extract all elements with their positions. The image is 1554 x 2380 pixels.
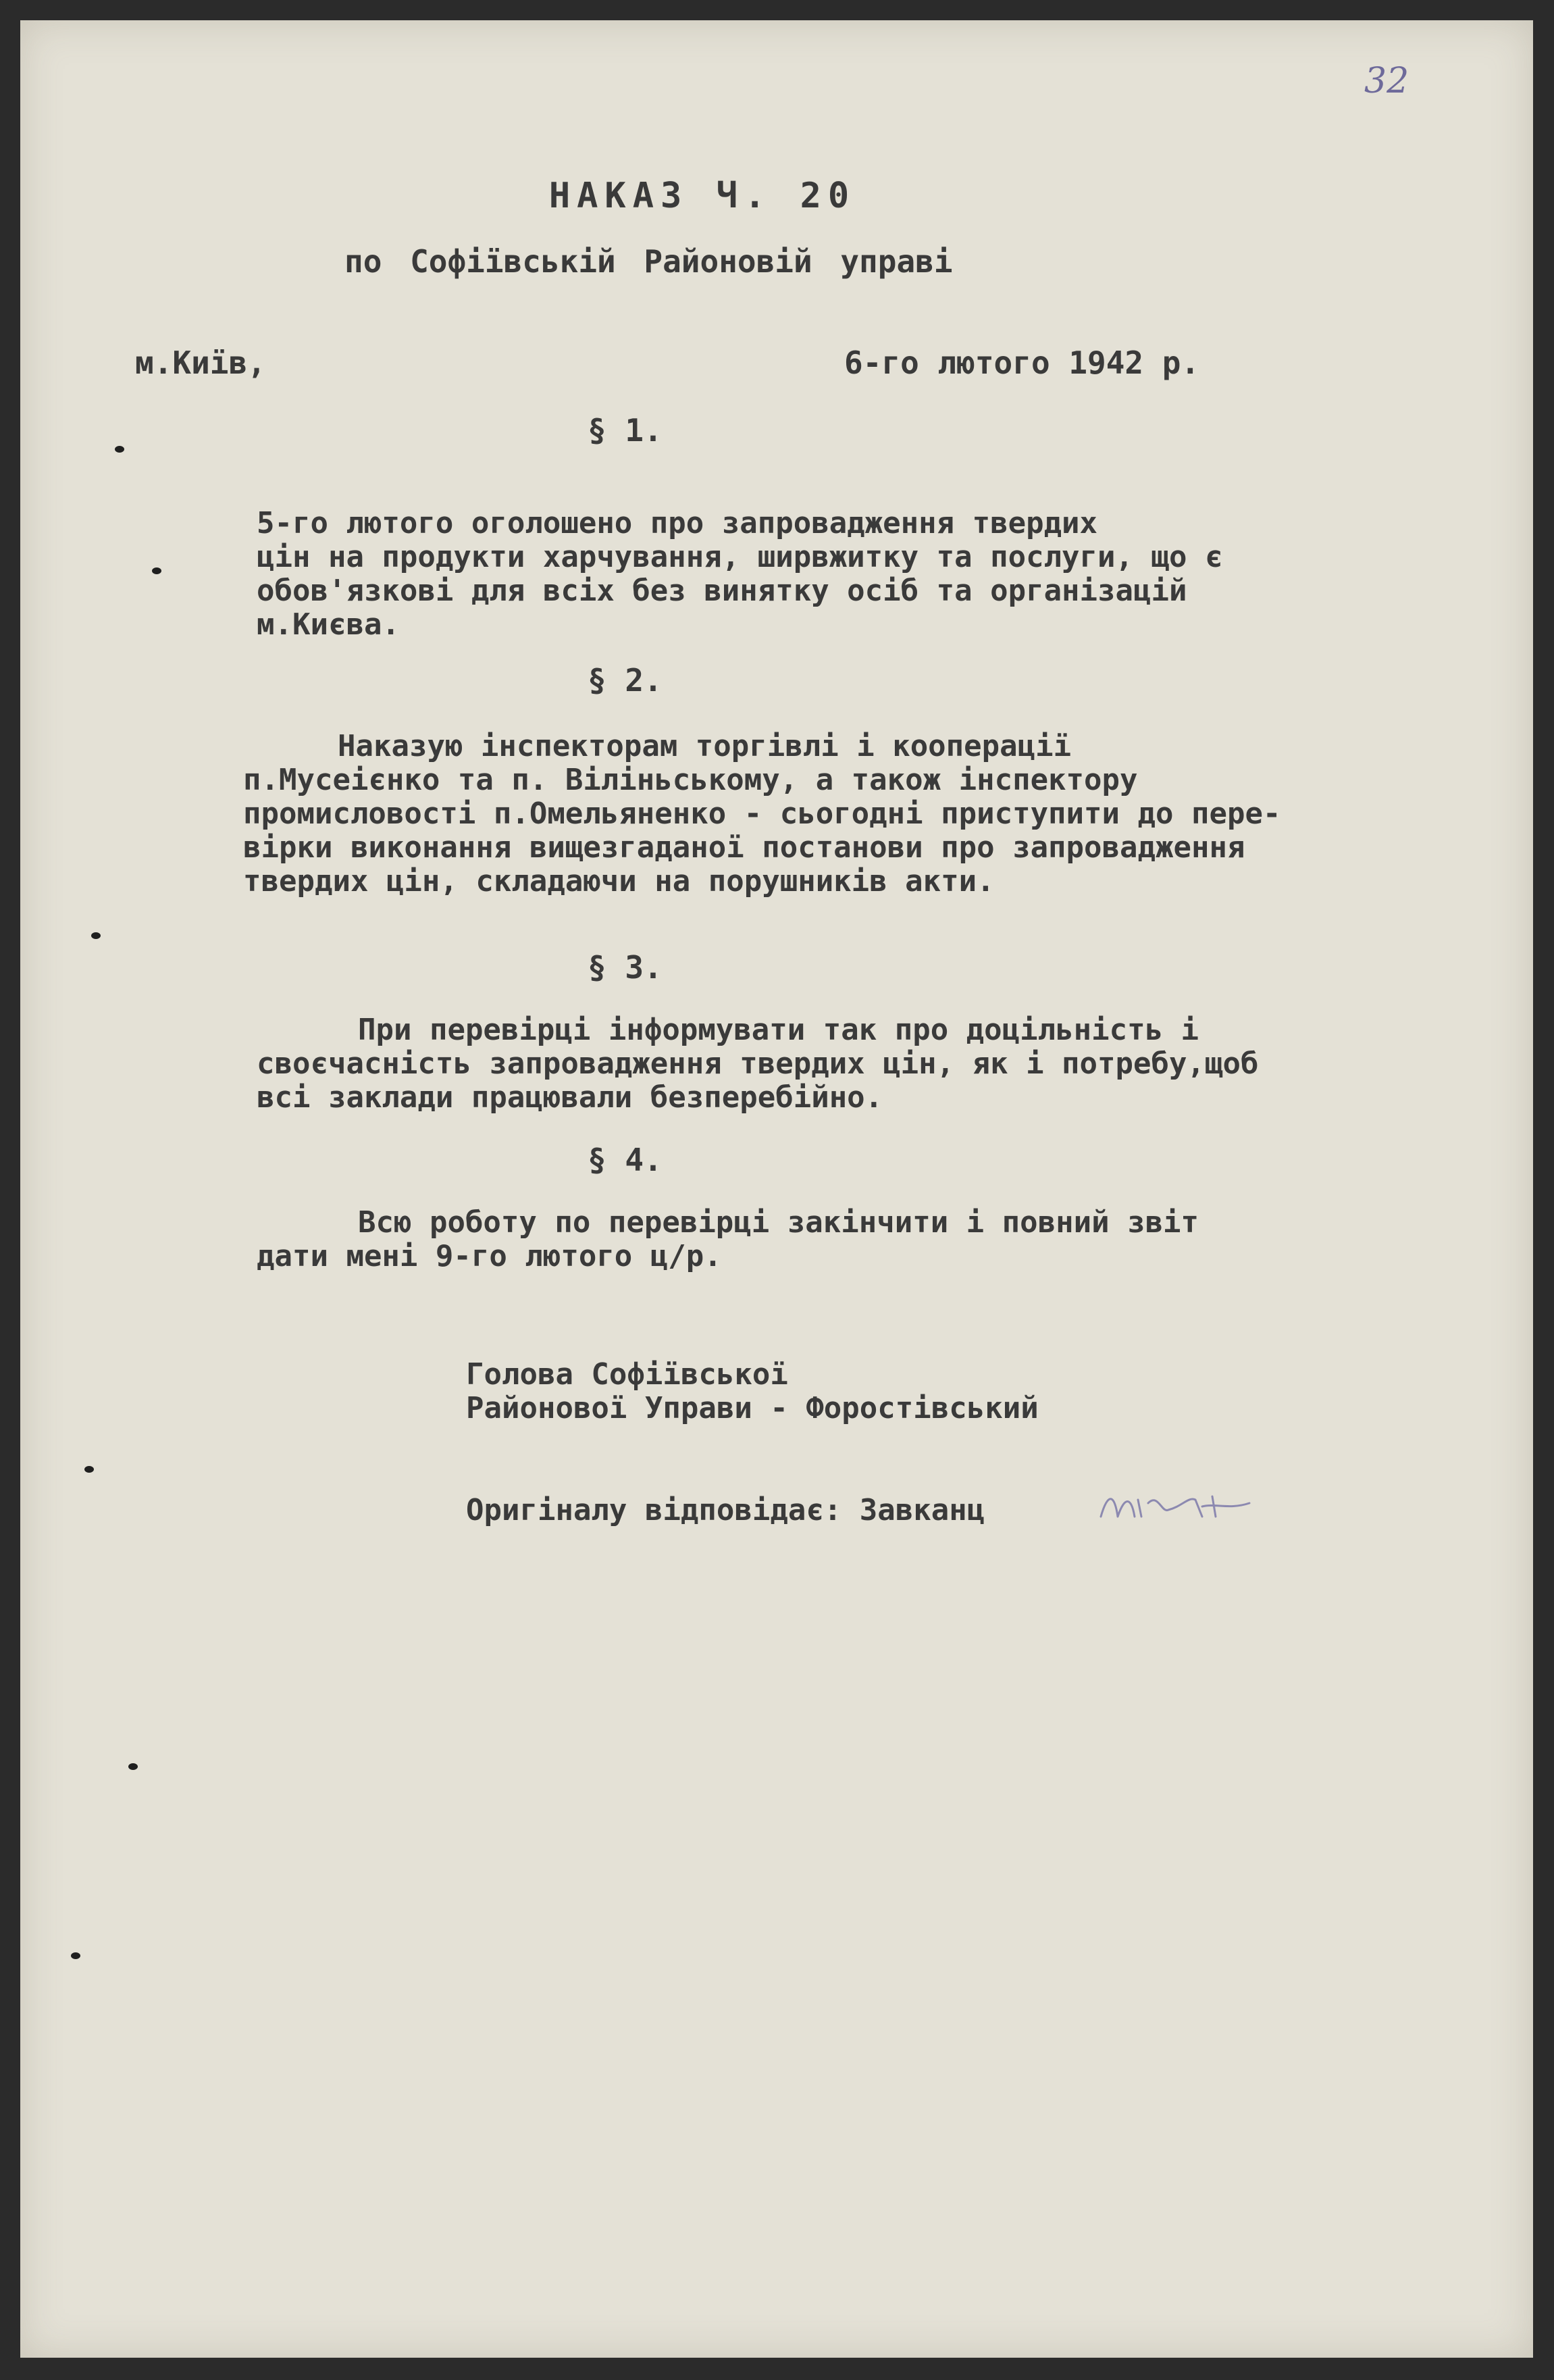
signature-line-2: Районової Управи - Форостівський — [466, 1391, 1039, 1425]
section-2-line-4: вірки виконання вищезгаданої постанови про запровадження — [243, 830, 1245, 865]
section-3-line-2: своєчасність запровадження твердих цін, як і потребу,щоб — [257, 1046, 1259, 1081]
signature-line-1: Голова Софіївської — [466, 1357, 788, 1392]
document-date: 6-го лютого 1942 р. — [844, 345, 1200, 381]
section-2-line-1: Наказую інспекторам торгівлі і кооперації — [338, 729, 1072, 763]
section-2-line-3: промисловості п.Омельяненко - сьогодні приступити до пере- — [243, 796, 1281, 831]
binding-hole — [91, 932, 101, 939]
section-4-mark: § 4. — [588, 1142, 663, 1178]
binding-hole — [84, 1466, 94, 1473]
section-3-line-3: всі заклади працювали безперебійно. — [257, 1080, 883, 1115]
certification-line: Оригіналу відповідає: Завканц — [466, 1493, 985, 1527]
section-1-line-2: цін на продукти харчування, ширвжитку та послуги, що є — [257, 540, 1223, 574]
document-city: м.Київ, — [135, 345, 266, 381]
section-1-line-3: обов'язкові для всіх без винятку осіб та організацій — [257, 574, 1187, 608]
section-1-line-4: м.Києва. — [257, 607, 400, 642]
section-1-mark: § 1. — [588, 412, 663, 449]
section-3-line-1: При перевірці інформувати так про доцільність і — [358, 1013, 1199, 1047]
section-2-line-5: твердих цін, складаючи на порушників акти. — [243, 864, 995, 898]
section-1-line-1: 5-го лютого оголошено про запровадження твердих — [257, 506, 1098, 540]
section-3-mark: § 3. — [588, 949, 663, 986]
signature-block — [466, 1358, 1039, 1425]
binding-hole — [115, 446, 124, 453]
section-4-line-1: Всю роботу по перевірці закінчити і повний звіт — [358, 1205, 1199, 1240]
section-2-mark: § 2. — [588, 662, 663, 699]
archive-page-number: 32 — [1364, 61, 1409, 101]
section-2-line-2: п.Мусеієнко та п. Віліньському, а також інспектору — [243, 763, 1138, 797]
handwritten-signature — [1094, 1479, 1256, 1534]
binding-hole — [128, 1763, 138, 1770]
binding-hole — [152, 567, 161, 574]
document-page — [20, 20, 1533, 2358]
binding-hole — [71, 1952, 80, 1959]
document-subtitle: по Софіївській Районовій управі — [344, 243, 953, 280]
section-4-line-2: дати мені 9-го лютого ц/р. — [257, 1239, 722, 1273]
document-title: НАКАЗ Ч. 20 — [548, 176, 856, 216]
